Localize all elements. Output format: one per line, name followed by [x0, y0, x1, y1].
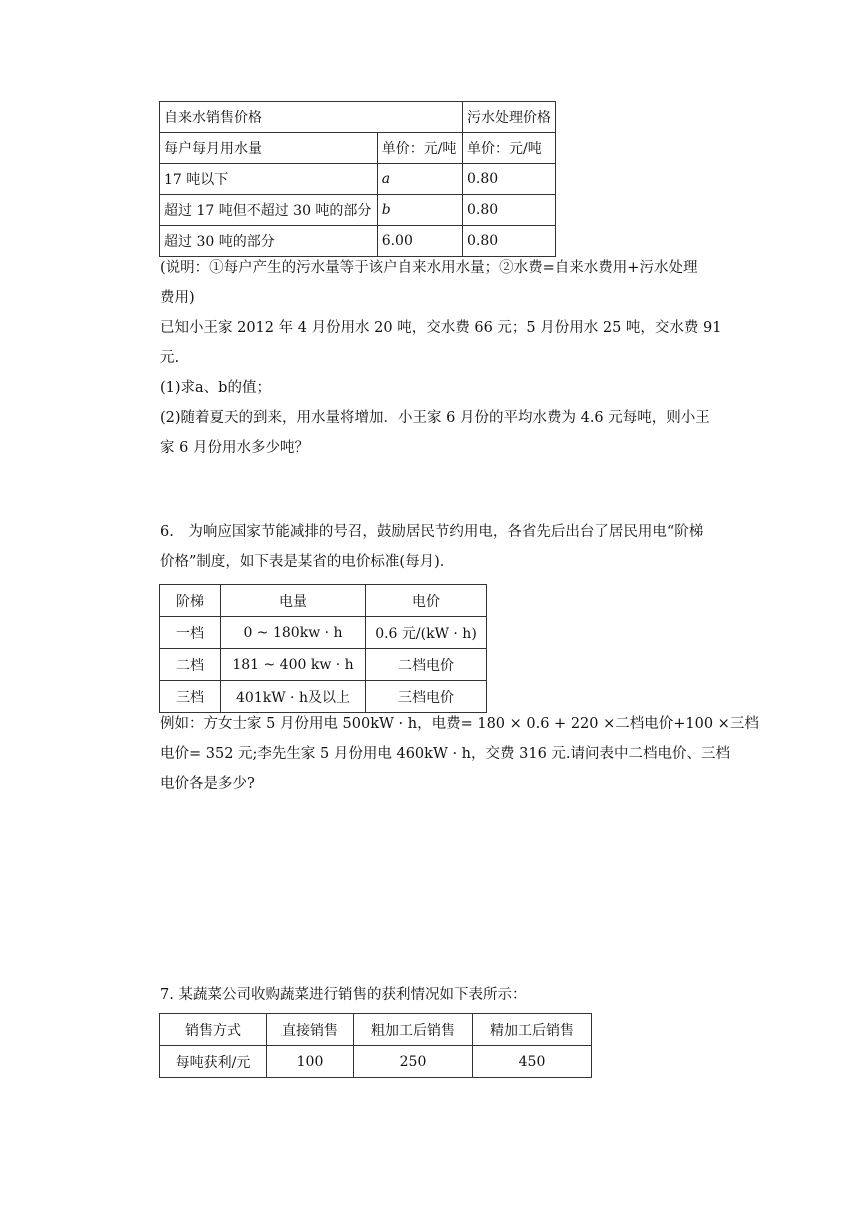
q6-intro-line2: 价格”制度，如下表是某省的电价标准(每月)． — [160, 554, 455, 570]
table-cell: 0.80 — [463, 164, 556, 195]
table-cell: 250 — [354, 1046, 473, 1078]
table-header-cell: 电量 — [221, 585, 366, 617]
table-row — [160, 226, 556, 257]
q5-note-line2: 费用) — [160, 290, 195, 306]
table-cell: 181 ~ 400 kw · h — [221, 649, 366, 681]
table-header-cell: 污水处理价格 — [463, 102, 556, 133]
table-header-cell: 直接销售 — [267, 1014, 354, 1046]
table-cell: b — [377, 195, 462, 226]
table-row — [160, 617, 487, 649]
table-header-cell: 粗加工后销售 — [354, 1014, 473, 1046]
table-cell: 二档 — [160, 649, 221, 681]
table-header-cell: 自来水销售价格 — [160, 102, 463, 133]
table-header-cell: 电价 — [366, 585, 487, 617]
table-cell: 100 — [267, 1046, 354, 1078]
table-cell: 超过 30 吨的部分 — [160, 226, 378, 257]
q5-part2-line1: (2)随着夏天的到来，用水量将增加．小王家 6 月份的平均水费为 4.6 元每吨，则小王 — [160, 410, 710, 426]
table-row — [160, 133, 556, 164]
q6-example-line2: 电价= 352 元;李先生家 5 月份用电 460kW · h，交费 316 元.请问表中二档电价、三档 — [160, 746, 731, 762]
electricity-price-table — [159, 584, 487, 713]
table-cell: 超过 17 吨但不超过 30 吨的部分 — [160, 195, 378, 226]
table-header-cell: 阶梯 — [160, 585, 221, 617]
table-cell: a — [377, 164, 462, 195]
q5-note-line1: (说明：①每户产生的污水量等于该户自来水用水量；②水费=自来水费用+污水处理 — [160, 260, 698, 276]
table-cell: 三档 — [160, 681, 221, 713]
q5-part1: (1)求a、b的值； — [160, 380, 271, 396]
table-cell: 6.00 — [377, 226, 462, 257]
table-cell: 0 ~ 180kw · h — [221, 617, 366, 649]
q6-intro-line1: 6. 为响应国家节能减排的号召，鼓励居民节约用电，各省先后出台了居民用电“阶梯 — [160, 524, 704, 540]
table-cell: 二档电价 — [366, 649, 487, 681]
table-header-cell: 每户每月用水量 — [160, 133, 378, 164]
table-cell: 一档 — [160, 617, 221, 649]
vegetable-profit-table — [159, 1013, 592, 1078]
table-header-cell: 销售方式 — [160, 1014, 267, 1046]
table-cell: 0.80 — [463, 226, 556, 257]
table-cell: 三档电价 — [366, 681, 487, 713]
q6-example-line1: 例如：方女士家 5 月份用电 500kW · h，电费= 180 × 0.6 + 220 ×二档电价+100 ×三档 — [160, 716, 759, 732]
table-cell: 0.80 — [463, 195, 556, 226]
table-cell: 450 — [473, 1046, 592, 1078]
q5-given-line1: 已知小王家 2012 年 4 月份用水 20 吨，交水费 66 元；5 月份用水 25 吨，交水费 91 — [160, 320, 722, 336]
table-cell: 17 吨以下 — [160, 164, 378, 195]
table-row — [160, 585, 487, 617]
q6-example-line3: 电价各是多少? — [160, 776, 255, 792]
table-header-cell: 单价：元/吨 — [377, 133, 462, 164]
table-cell: 0.6 元/(kW · h) — [366, 617, 487, 649]
table-row — [160, 195, 556, 226]
q5-part2-line2: 家 6 月份用水多少吨？ — [160, 440, 309, 456]
table-cell: 每吨获利/元 — [160, 1046, 267, 1078]
table-header-cell: 精加工后销售 — [473, 1014, 592, 1046]
table-row — [160, 649, 487, 681]
table-row — [160, 1014, 592, 1046]
table-header-cell: 单价：元/吨 — [463, 133, 556, 164]
water-price-table — [159, 101, 556, 257]
table-row — [160, 681, 487, 713]
q7-intro: 7. 某蔬菜公司收购蔬菜进行销售的获利情况如下表所示： — [160, 987, 527, 1003]
table-row — [160, 1046, 592, 1078]
table-cell: 401kW · h及以上 — [221, 681, 366, 713]
q5-given-line2: 元. — [160, 350, 180, 366]
table-row — [160, 102, 556, 133]
table-row — [160, 164, 556, 195]
